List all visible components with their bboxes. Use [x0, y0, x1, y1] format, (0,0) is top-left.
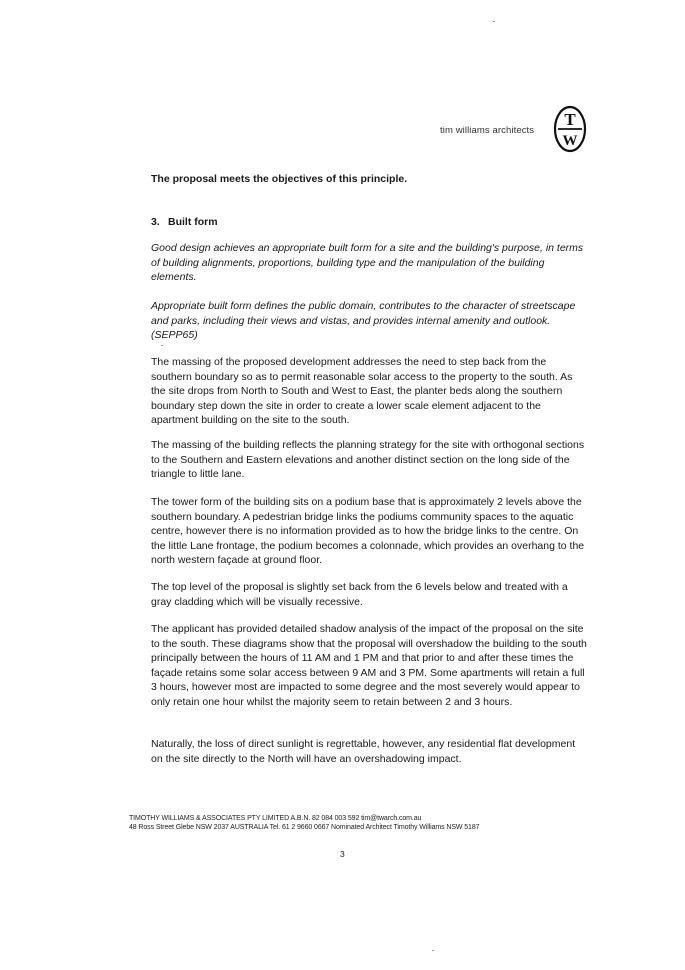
tw-logo-icon — [553, 104, 587, 154]
paragraph-massing: The massing of the proposed development addresses the need to step back from the southern boundary so as to permit reasonable solar access to the property to the south. As the site drops from North to South and West to East, the planter beds along the southern boundary step down the site in order to create a lower scale element adjacent to the apartment building on the site to the south. — [151, 356, 573, 427]
paragraph-tower: The tower form of the building sits on a podium base that is approximately 2 levels above the southern boundary. A pedestrian bridge links the podiums community spaces to the aquatic centre, however there is no information provided as to how the bridge links to the centre. On the little Lane frontage, the podium becomes a colonnade, which provides an overhang to the north western façade at ground floor. — [151, 496, 585, 567]
footer-company: TIMOTHY WILLIAMS & ASSOCIATES PTY LIMITED A.B.N. 82 084 003 592 tim@twarch.com.au — [129, 815, 422, 822]
paragraph-strategy: The massing of the building reflects the planning strategy for the site with orthogonal sections to the Southern and Eastern elevations and another distinct section on the long side of the triangle to little lane. — [151, 439, 585, 481]
scan-speck — [161, 345, 163, 346]
section-title: Built form — [168, 216, 218, 228]
footer-address: 48 Ross Street Glebe NSW 2037 AUSTRALIA Tel. 61 2 9660 0667 Nominated Architect Timothy Williams NSW 5187 — [129, 824, 480, 831]
firm-name: tim williams architects — [440, 125, 535, 136]
page-number: 3 — [340, 849, 345, 859]
principle-statement: The proposal meets the objectives of this principle. — [151, 173, 408, 185]
logo-letter-t: T — [564, 110, 576, 129]
section-number: 3. — [151, 216, 160, 228]
paragraph-shadow: The applicant has provided detailed shadow analysis of the impact of the proposal on the site to the south. These diagrams show that the proposal will overshadow the building to the south principally between the hours of 11 AM and 1 PM and that prior to and after these times the façade retains some solar access between 9 AM and 3 PM. Some apartments will retain a full 3 hours, however most are impacted to some degree and the most severely would appear to only retain one hour whilst the majority seem to retain between 2 and 3 hours. — [151, 623, 587, 708]
quote-paragraph-2: Appropriate built form defines the public domain, contributes to the character of streetscape and parks, including their views and vistas, and provides internal amenity and outlook.(SEPP65) — [151, 300, 576, 342]
paragraph-sunlight: Naturally, the loss of direct sunlight is regrettable, however, any residential flat development on the site directly to the North will have an overshadowing impact. — [151, 738, 576, 765]
logo-letter-w: W — [562, 133, 578, 149]
paragraph-top-level: The top level of the proposal is slightly set back from the 6 levels below and treated with a gray cladding which will be visually recessive. — [151, 581, 568, 608]
scan-speck — [432, 950, 434, 951]
section-heading — [151, 216, 218, 228]
quote-paragraph-1: Good design achieves an appropriate built form for a site and the building's purpose, in terms of building alignments, proportions, building type and the manipulation of the building elements. — [151, 242, 584, 284]
scan-speck — [493, 21, 495, 22]
